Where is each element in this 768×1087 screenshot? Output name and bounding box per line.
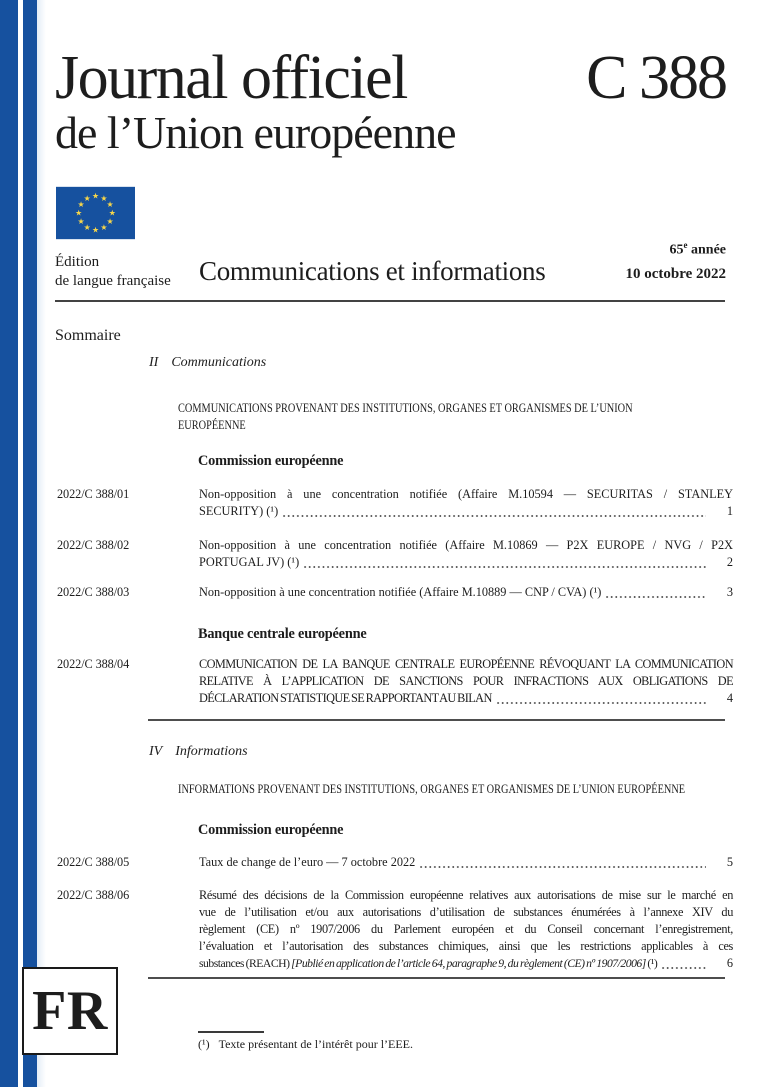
- toc-item-text: PORTUGAL JV) (¹): [199, 555, 300, 569]
- toc-item-body: [199, 854, 733, 871]
- toc-item-line: règlement (CE) nº 1907/2006 du Parlement européen et du Conseil concernant l’enregistrement,: [199, 922, 733, 936]
- footnote-text: Texte présentant de l’intérêt pour l’EEE.: [218, 1037, 414, 1051]
- toc-item-text: [199, 955, 657, 972]
- dot-leader: [299, 554, 711, 571]
- toc-item-line: Résumé des décisions de la Commission européenne relatives aux autorisations de mise sur le marché en: [199, 888, 733, 902]
- toc-item-text: Non-opposition à une concentration notifiée (Affaire M.10889 — CNP / CVA) (¹): [199, 585, 602, 599]
- org-heading-commission-1: Commission européenne: [198, 453, 344, 469]
- toc-item-body: [199, 486, 733, 520]
- section-heading-informations: [178, 781, 686, 798]
- toc-item-label: 2022/C 388/03: [57, 585, 130, 599]
- toc-item: [57, 854, 733, 871]
- svg-text:★: ★: [75, 208, 83, 218]
- toc-item-last-line: [199, 854, 733, 871]
- toc-item-line: Non-opposition à une concentration notifiée (Affaire M.10594 — SECURITAS / STANLEY: [199, 487, 733, 501]
- toc-item-line: l’évaluation et l’autorisation des substances chimiques, ainsi que les restrictions applicables à ces: [199, 939, 733, 953]
- toc-item-body: [199, 537, 733, 571]
- toc-item-body: [199, 887, 733, 972]
- dot-leader: [601, 584, 711, 601]
- section-heading-communications: [178, 400, 644, 433]
- org-heading-bce: Banque centrale européenne: [198, 626, 367, 642]
- header-center-title: Communications et informations: [199, 256, 546, 286]
- dot-leader: [492, 690, 711, 707]
- toc-item-page: 5: [726, 855, 733, 869]
- toc-item-label: 2022/C 388/05: [57, 855, 130, 869]
- toc-item: [57, 584, 733, 601]
- section-title: Informations: [175, 744, 248, 759]
- section-divider: [148, 719, 725, 721]
- toc-item: [57, 887, 733, 972]
- toc-item-page: 3: [726, 585, 733, 599]
- toc-item-line: Non-opposition à une concentration notifiée (Affaire M.10869 — P2X EUROPE / NVG / P2X: [199, 538, 733, 552]
- dot-leader: [415, 854, 711, 871]
- section-roman-numeral: II: [149, 355, 159, 370]
- toc-item-last-line: [199, 690, 733, 707]
- date-label: 10 octobre 2022: [625, 266, 726, 282]
- toc-item: [57, 537, 733, 571]
- header-rule: [55, 300, 725, 302]
- toc-item-text: Taux de change de l’euro — 7 octobre 2022: [199, 855, 416, 869]
- svg-text:★: ★: [77, 200, 85, 210]
- edition-label-line2: de langue française: [55, 273, 171, 289]
- toc-item-text-italic: [Publié en application de l’article 64, paragraphe 9, du règlement (CE) nº 1907/2006]: [291, 957, 646, 970]
- section-title: Communications: [171, 355, 267, 370]
- toc-item-page: 1: [726, 504, 733, 518]
- svg-text:★: ★: [83, 223, 91, 233]
- dot-leader: [278, 503, 711, 520]
- section-roman-numeral: IV: [149, 744, 163, 759]
- toc-item-text: SECURITY) (¹): [199, 504, 279, 518]
- edition-label-line1: Édition: [55, 254, 100, 270]
- toc-item-line: COMMUNICATION DE LA BANQUE CENTRALE EUROPÉENNE RÉVOQUANT LA COMMUNICATION: [199, 657, 733, 671]
- toc-item-page: 4: [726, 691, 733, 705]
- section-heading-line: EUROPÉENNE: [178, 417, 246, 432]
- year-label: [670, 240, 727, 259]
- left-accent-bar-fade: [37, 0, 46, 1087]
- svg-text:★: ★: [108, 208, 116, 218]
- left-accent-bar-outer: [0, 0, 18, 1087]
- toc-item-last-line: [199, 955, 733, 972]
- svg-text:★: ★: [100, 223, 108, 233]
- footnote-divider: [198, 1031, 264, 1033]
- toc-item-page: 2: [726, 555, 733, 569]
- summary-title: Sommaire: [55, 327, 121, 344]
- section-heading-line: INFORMATIONS PROVENANT DES INSTITUTIONS, ORGANES ET ORGANISMES DE L’UNION EUROPÉENNE: [178, 782, 686, 796]
- issue-number: C 388: [586, 44, 726, 112]
- toc-item-text: DÉCLARATION STATISTIQUE SE RAPPORTANT AU BILAN: [199, 691, 492, 705]
- svg-text:★: ★: [83, 193, 91, 203]
- footnote-marker: (¹): [198, 1037, 210, 1051]
- year-number: 65: [669, 242, 684, 258]
- svg-text:★: ★: [100, 193, 108, 203]
- toc-item-last-line: [199, 584, 733, 601]
- year-suffix: e: [683, 240, 688, 250]
- toc-item-text-pre: substances (REACH): [199, 957, 292, 970]
- section-informations: [149, 744, 248, 760]
- journal-title: Journal officiel: [55, 44, 407, 112]
- svg-text:★: ★: [91, 191, 100, 201]
- dot-leader: [657, 955, 711, 972]
- toc-item-text-post: (¹): [645, 957, 658, 970]
- left-accent-bar-inner: [23, 0, 37, 1087]
- edition-label: [55, 253, 171, 291]
- language-code-box: [22, 967, 118, 1055]
- toc-item-body: [199, 656, 733, 707]
- footnote: [198, 1037, 413, 1052]
- toc-item-line: RELATIVE À L’APPLICATION DE SANCTIONS POUR INFRACTIONS AUX OBLIGATIONS DE: [199, 674, 733, 688]
- toc-item-line: vue de l’utilisation et/ou aux autorisations d’utilisation de substances énumérées à l’annexe XIV du: [199, 905, 733, 919]
- svg-text:★: ★: [106, 200, 114, 210]
- toc-item-last-line: [199, 554, 733, 571]
- toc-item-label: 2022/C 388/06: [57, 888, 130, 902]
- toc-item-label: 2022/C 388/02: [57, 538, 130, 552]
- section-communications: [149, 355, 266, 371]
- footer-divider: [148, 977, 725, 979]
- svg-text:★: ★: [106, 216, 114, 226]
- section-heading-line: COMMUNICATIONS PROVENANT DES INSTITUTIONS, ORGANES ET ORGANISMES DE L’UNION: [178, 401, 633, 415]
- org-heading-commission-2: Commission européenne: [198, 822, 344, 838]
- toc-item-body: [199, 584, 733, 601]
- journal-subtitle: de l’Union européenne: [55, 107, 456, 158]
- eu-flag: [56, 186, 135, 240]
- language-code: FR: [32, 980, 108, 1042]
- toc-item-page: 6: [726, 956, 733, 970]
- toc-item: [57, 656, 733, 707]
- year-word: année: [687, 242, 726, 258]
- toc-item-last-line: [199, 503, 733, 520]
- svg-text:★: ★: [91, 225, 100, 235]
- toc-item: [57, 486, 733, 520]
- toc-item-label: 2022/C 388/01: [57, 487, 130, 501]
- svg-text:★: ★: [77, 216, 85, 226]
- toc-item-label: 2022/C 388/04: [57, 657, 130, 671]
